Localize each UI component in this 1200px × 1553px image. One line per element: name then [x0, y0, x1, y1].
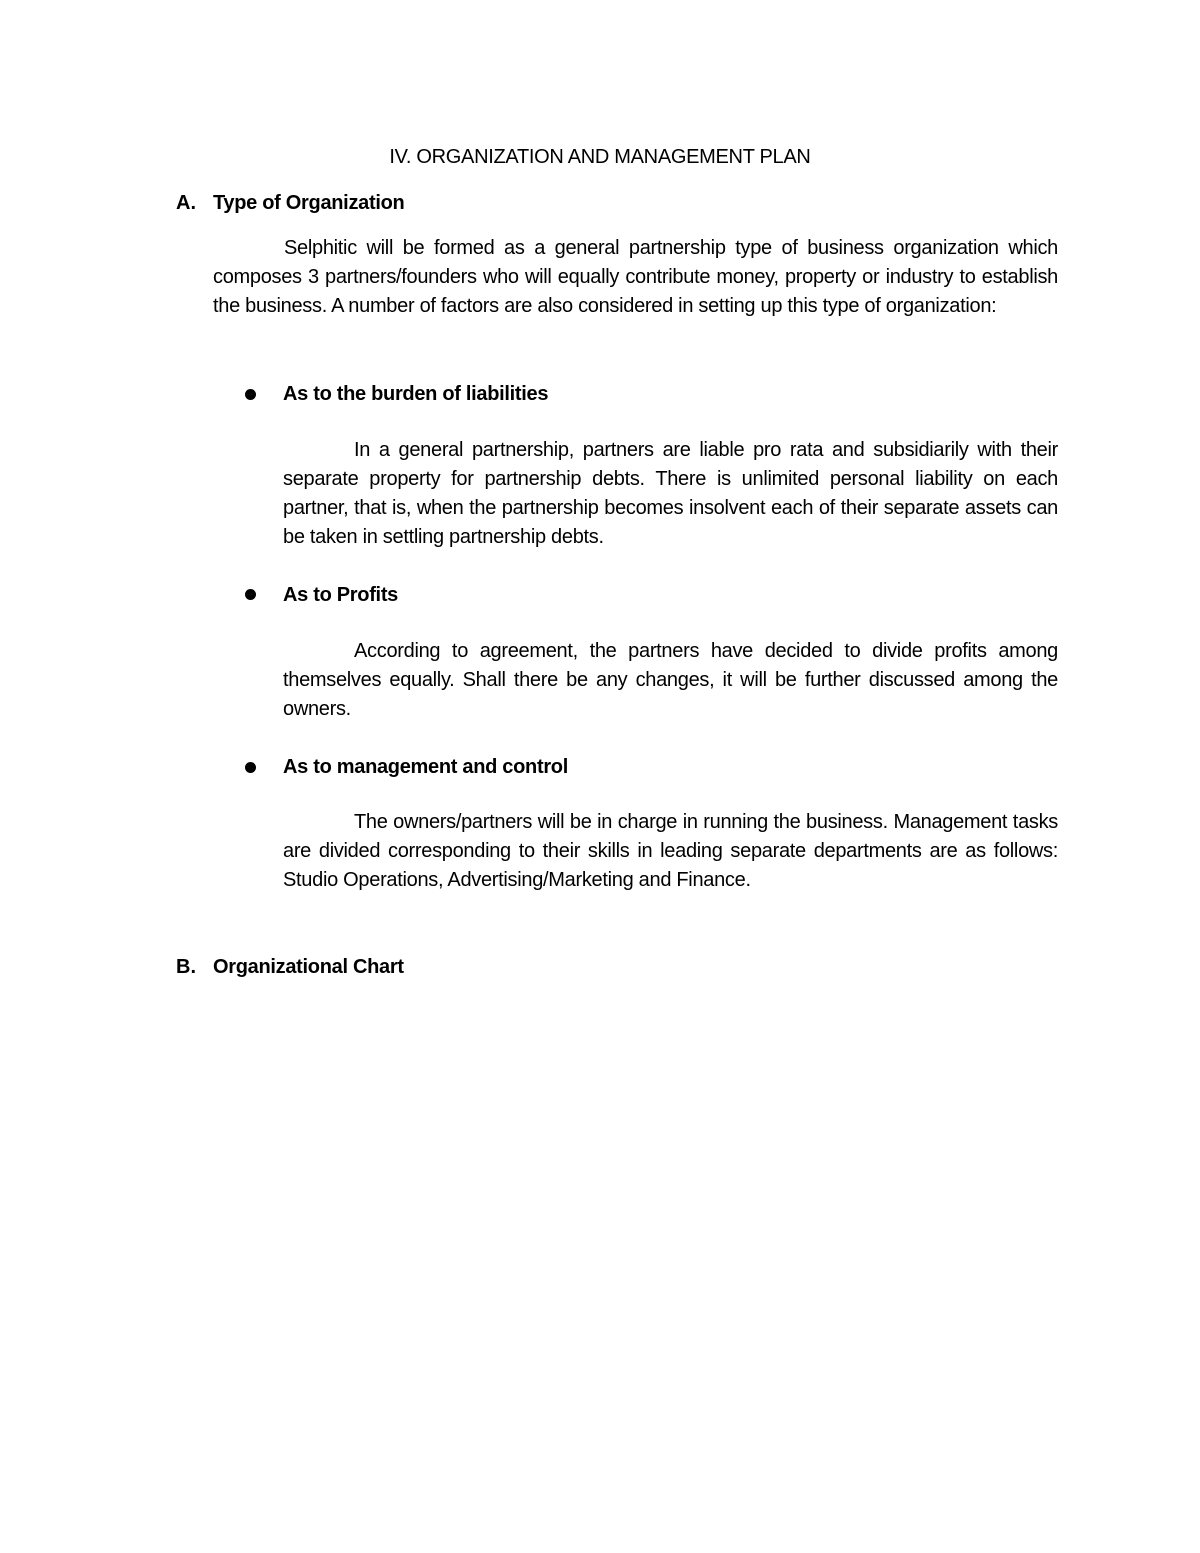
document-title: IV. ORGANIZATION AND MANAGEMENT PLAN	[389, 146, 811, 168]
section-a-heading: Type of Organization	[213, 192, 405, 214]
bullet-paragraph-liabilities: In a general partnership, partners are liable pro rata and subsidiarily with their separate property for partnership debts. There is unlimited personal liability on each partner, that is, when the partnership becomes insolvent each of their separate assets can be taken in settling partnership debts.	[283, 439, 1058, 548]
bullet-heading-management: As to management and control	[283, 756, 568, 778]
bullet-paragraph-profits: According to agreement, the partners have decided to divide profits among themselves equally. Shall there be any changes, it will be further discussed among the owners.	[283, 640, 1058, 720]
section-b-heading: Organizational Chart	[213, 956, 404, 978]
bullet-dot-icon	[245, 389, 256, 400]
bullet-dot-icon	[245, 589, 256, 600]
bullet-dot-icon	[245, 762, 256, 773]
bullet-heading-profits: As to Profits	[283, 584, 398, 606]
section-a-intro-paragraph: Selphitic will be formed as a general partnership type of business organization which composes 3 partners/founders who will equally contribute money, property or industry to establish the business. A number of factors are also considered in setting up this type of organization:	[213, 237, 1058, 317]
bullet-paragraph-management: The owners/partners will be in charge in running the business. Management tasks are divided corresponding to their skills in leading separate departments are as follows: Studio Operations, Advertising/Marketing and Finance.	[283, 811, 1058, 891]
section-b-letter: B.	[176, 956, 196, 978]
bullet-heading-liabilities: As to the burden of liabilities	[283, 383, 549, 405]
section-a-letter: A.	[176, 192, 196, 214]
